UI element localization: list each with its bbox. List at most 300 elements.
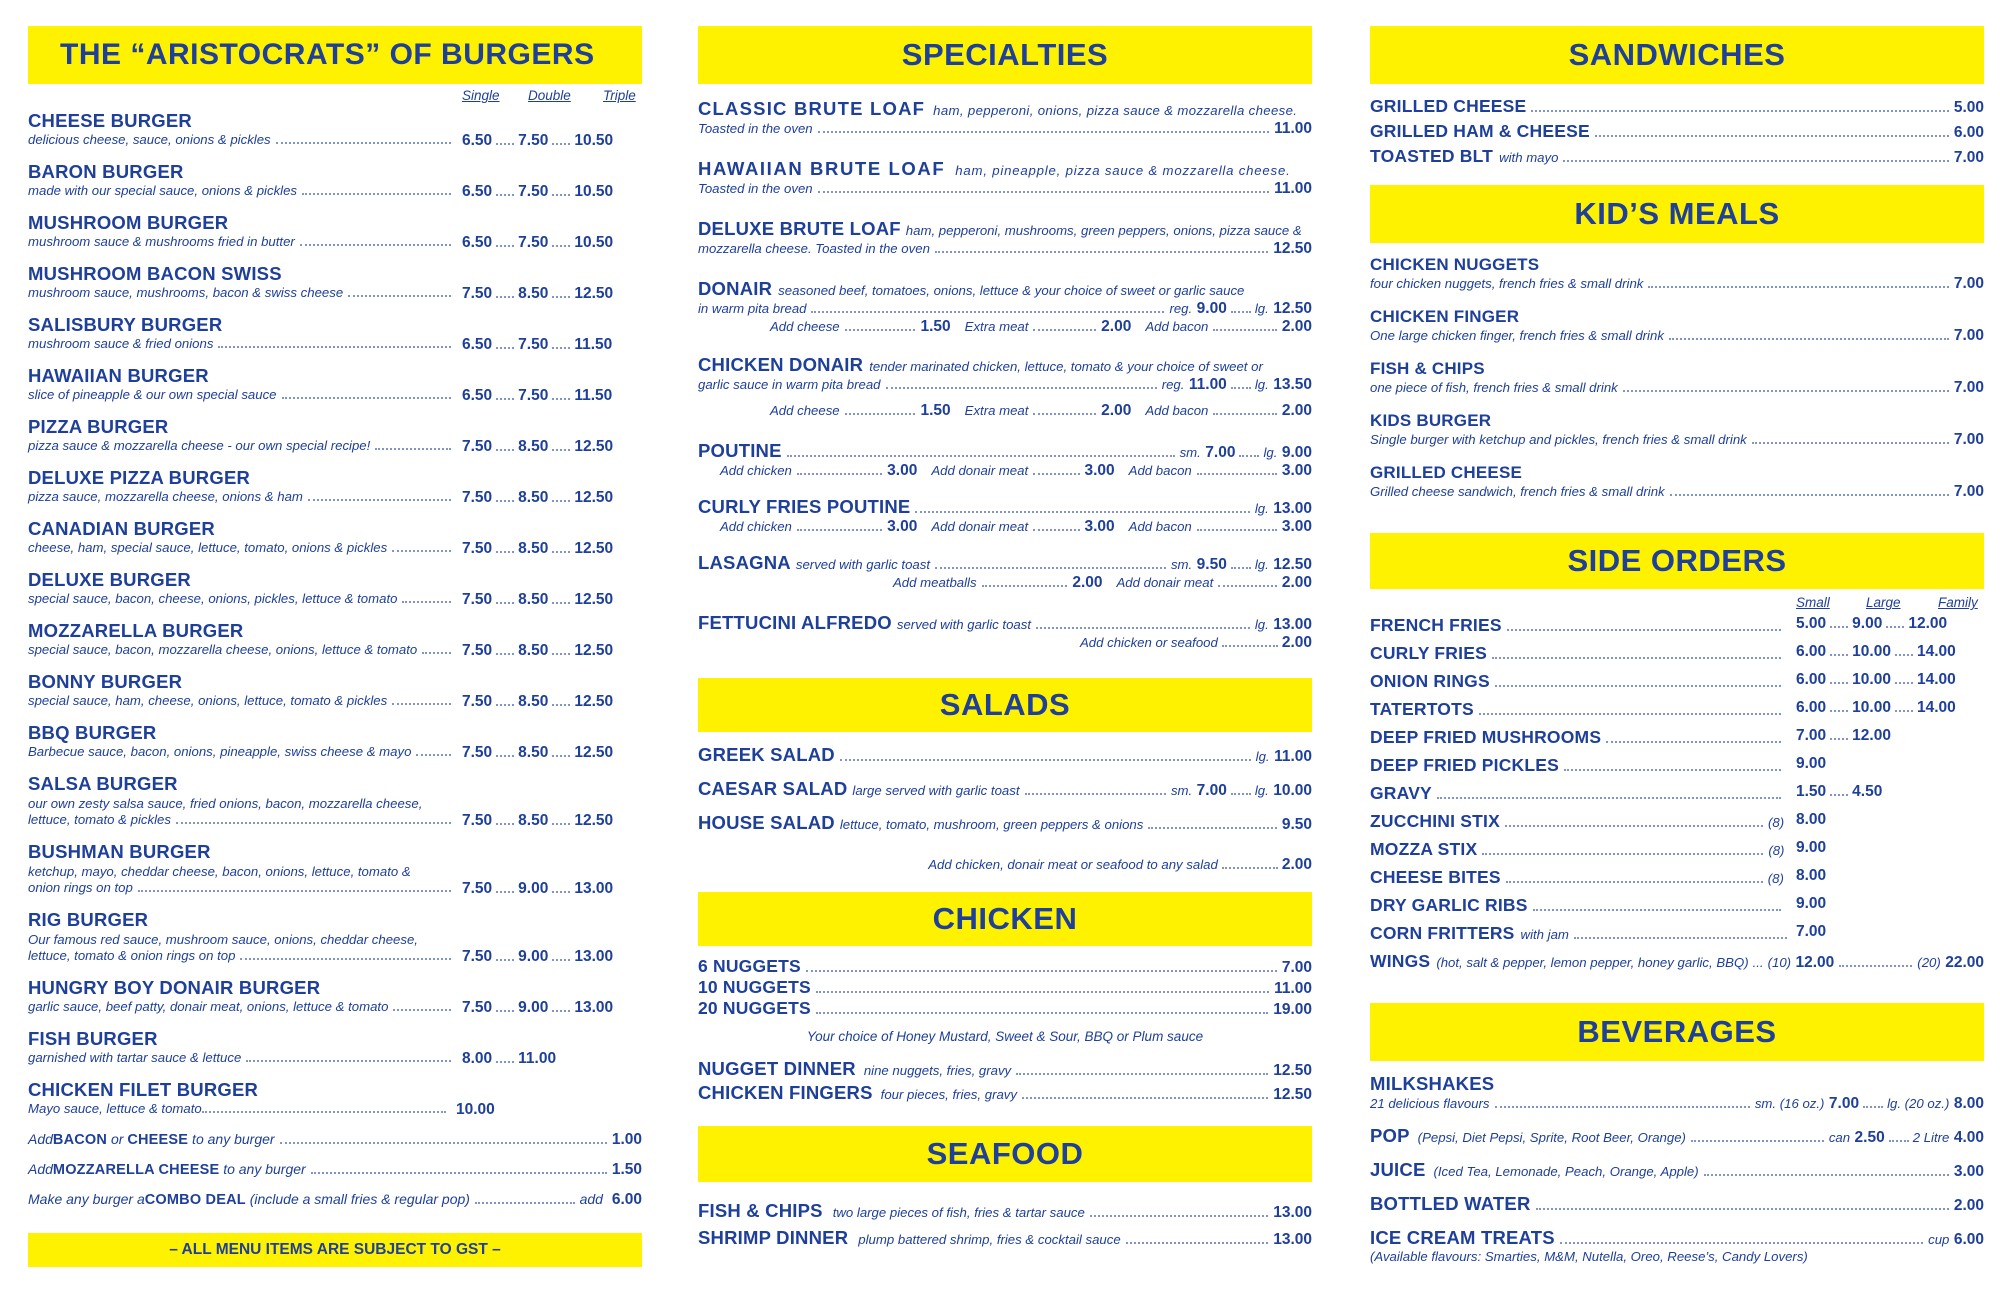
menu-item-sandwich (1370, 121, 1984, 146)
item-desc: pizza sauce & mozzarella cheese - our own special recipe! (28, 438, 371, 453)
item-desc: mushroom sauce & fried onions (28, 336, 214, 351)
reg-price: 9.00 (1196, 300, 1227, 317)
item-desc: Grilled cheese sandwich, french fries & small drink (1370, 484, 1665, 499)
item-count: (8) (1767, 815, 1785, 830)
menu-item-juice (1370, 1159, 1984, 1181)
item-desc: (hot, salt & pepper, lemon pepper, honey garlic, BBQ) (1436, 955, 1749, 970)
burgers-header: THE “ARISTOCRATS” OF BURGERS (28, 26, 642, 84)
item-desc: seasoned beef, tomatoes, onions, lettuce & your choice of sweet or garlic sauce (778, 283, 1245, 298)
addon-label: Add cheese (769, 403, 840, 418)
item-price: 13.00 (1273, 1231, 1312, 1248)
item-name: POP (1370, 1125, 1410, 1146)
price-single: 7.50 (462, 812, 493, 829)
item-name: 6 NUGGETS (698, 956, 801, 976)
price-small: 5.00 (1796, 615, 1827, 632)
price-triple: 12.50 (574, 438, 614, 455)
price-triple: 12.50 (574, 489, 614, 506)
price-double: 8.50 (518, 812, 549, 829)
sm-price: 7.00 (1828, 1095, 1860, 1112)
addon-text: to any burger (188, 1131, 275, 1147)
sm-label: sm. (16 oz.) (1754, 1096, 1825, 1111)
price-double: 9.00 (518, 948, 549, 965)
sides-header: SIDE ORDERS (1370, 533, 1984, 589)
addon-bold-2: CHEESE (127, 1132, 189, 1148)
price-single: 8.00 (462, 1050, 493, 1067)
addon-price: 1.50 (920, 402, 951, 419)
chicken-header: CHICKEN (698, 892, 1312, 946)
price-double: 8.50 (518, 438, 549, 455)
item-name: DELUXE BRUTE LOAF (698, 218, 901, 239)
menu-item-nuggets (698, 998, 1312, 1019)
lg-price: 9.00 (1281, 444, 1312, 461)
menu-item-pop (1370, 1125, 1984, 1147)
item-name: MOZZA STIX (1370, 839, 1478, 859)
item-name: BOTTLED WATER (1370, 1193, 1531, 1214)
menu-item-burger (28, 263, 642, 314)
addon-price: 2.00 (1072, 574, 1103, 591)
price-double: 9.00 (518, 999, 549, 1016)
menu-item-burger (28, 977, 642, 1028)
addon-price: 1.50 (611, 1161, 642, 1178)
sandwich-list (1370, 96, 1984, 171)
addon-text: (include a small fries & regular pop) (245, 1191, 470, 1207)
item-price: 9.50 (1281, 816, 1312, 833)
burger-addon (28, 1161, 642, 1191)
addon-price: 2.00 (1101, 402, 1132, 419)
item-name: FISH & CHIPS (1370, 359, 1485, 378)
price-triple: 12.50 (574, 591, 614, 608)
item-name: RIG BURGER (28, 909, 149, 930)
item-count: (8) (1768, 843, 1785, 858)
item-name: GREEK SALAD (698, 744, 835, 765)
sides-list (1370, 615, 1984, 951)
item-name: FETTUCINI ALFREDO (698, 612, 892, 633)
item-desc: four chicken nuggets, french fries & small drink (1370, 276, 1644, 291)
item-name: FRENCH FRIES (1370, 615, 1502, 635)
addon-price: 3.00 (1084, 462, 1115, 479)
lg-label: lg. (1254, 301, 1269, 316)
item-name: CURLY FRIES (1370, 643, 1487, 663)
item-name: 20 NUGGETS (698, 998, 811, 1018)
menu-item-side (1370, 923, 1984, 951)
item-price: 3.00 (1953, 1163, 1984, 1180)
menu-item-burger (28, 909, 642, 977)
item-name: TOASTED BLT (1370, 146, 1494, 166)
addon-text: Make any burger a (28, 1191, 145, 1207)
item-name: DELUXE PIZZA BURGER (28, 467, 251, 488)
price-double: 8.50 (518, 489, 549, 506)
burger-list (28, 110, 642, 1130)
price-triple: 13.00 (574, 880, 614, 897)
menu-item-hawaiian-brute-loaf (698, 158, 1312, 198)
can-label: can (1828, 1130, 1851, 1145)
lg-price: 13.00 (1273, 616, 1312, 633)
item-desc-2: Toasted in the oven (698, 121, 813, 136)
menu-item-side (1370, 811, 1984, 839)
item-desc: One large chicken finger, french fries & small drink (1370, 328, 1664, 343)
item-desc: large served with garlic toast (852, 783, 1020, 798)
price-family: 14.00 (1916, 643, 1956, 660)
menu-item-milkshakes (1370, 1073, 1984, 1113)
item-name: ONION RINGS (1370, 671, 1490, 691)
menu-item-bottled-water (1370, 1193, 1984, 1215)
item-desc: mushroom sauce & mushrooms fried in butter (28, 234, 295, 249)
price-single: 10.00 (456, 1101, 495, 1118)
menu-item-greek-salad (698, 744, 1312, 766)
menu-item-sandwich (1370, 96, 1984, 121)
item-price: 7.00 (1281, 959, 1312, 976)
price-triple: 10.50 (574, 183, 614, 200)
item-desc: Mayo sauce, lettuce & tomato (28, 1101, 202, 1116)
price-large: 10.00 (1852, 671, 1891, 688)
sm-label: sm. (1179, 445, 1201, 460)
sandwiches-header: SANDWICHES (1370, 26, 1984, 84)
menu-item-poutine (698, 440, 1312, 480)
chicken-donair-addons (698, 402, 1312, 420)
size-family-label: Family (1938, 595, 1978, 610)
price-double: 9.00 (518, 880, 549, 897)
can-price: 2.50 (1854, 1129, 1885, 1146)
item-name: 10 NUGGETS (698, 977, 811, 997)
item-desc: nine nuggets, fries, gravy (863, 1063, 1012, 1078)
lg-label: lg. (1254, 377, 1269, 392)
lg-price: 12.50 (1273, 556, 1312, 573)
item-desc: special sauce, bacon, mozzarella cheese, onions, lettuce & tomato (28, 642, 418, 657)
item-name: CORN FRITTERS (1370, 923, 1515, 943)
burgers-section (28, 26, 642, 1208)
item-price: 11.00 (1274, 980, 1312, 997)
item-desc: ham, pepperoni, mushrooms, green peppers, onions, pizza sauce & (905, 223, 1302, 238)
item-desc: Our famous red sauce, mushroom sauce, onions, cheddar cheese, (28, 932, 418, 947)
price-triple: 10.50 (574, 132, 614, 149)
price-double: 8.50 (518, 285, 549, 302)
item-desc: tender marinated chicken, lettuce, tomato & your choice of sweet or (869, 359, 1263, 374)
addon-label: Add chicken (720, 519, 792, 534)
addon-bold: BACON (52, 1132, 108, 1148)
price-triple: 13.00 (574, 948, 614, 965)
menu-item-burger (28, 212, 642, 263)
price-double: 7.50 (518, 387, 549, 404)
addon-price: 3.00 (887, 518, 918, 535)
price-small: 6.00 (1796, 671, 1827, 688)
lasagna-addons (698, 574, 1312, 592)
menu-item-side (1370, 671, 1984, 699)
price-large: 10.00 (1852, 699, 1891, 716)
item-desc: special sauce, ham, cheese, onions, lettuce, tomato & pickles (28, 693, 388, 708)
item-desc: ham, pineapple, pizza sauce & mozzarella cheese. (955, 163, 1291, 178)
count-20: (20) (1917, 955, 1941, 970)
addon-price: 2.00 (1281, 856, 1312, 873)
item-desc-2: garlic sauce in warm pita bread (698, 377, 881, 392)
item-price: 13.00 (1273, 1204, 1312, 1221)
item-name: CHICKEN NUGGETS (1370, 255, 1540, 274)
price-triple: 12.50 (574, 642, 614, 659)
item-price: 6.00 (1953, 1231, 1984, 1248)
price-small: 1.50 (1796, 783, 1827, 800)
item-name: FISH & CHIPS (698, 1200, 823, 1221)
item-name: GRAVY (1370, 783, 1432, 803)
menu-item-classic-brute-loaf (698, 98, 1312, 138)
lg-label: lg. (1254, 617, 1269, 632)
item-name: NUGGET DINNER (698, 1058, 856, 1079)
cup-label: cup (1928, 1232, 1950, 1247)
menu-item-nuggets (698, 956, 1312, 977)
size-single-label: Single (462, 88, 500, 103)
item-desc-2: mozzarella cheese. Toasted in the oven (698, 241, 930, 256)
item-desc: delicious cheese, sauce, onions & pickles (28, 132, 271, 147)
menu-item-house-salad (698, 812, 1312, 834)
item-desc: lettuce, tomato, mushroom, green peppers & onions (839, 817, 1144, 832)
addon-label: Add bacon (1145, 319, 1209, 334)
sm-price: 7.00 (1205, 444, 1236, 461)
price-single: 7.50 (462, 642, 493, 659)
item-name: CAESAR SALAD (698, 778, 848, 799)
middle-column (698, 26, 1312, 1254)
item-price: 12.50 (1273, 240, 1312, 257)
menu-item-ice-cream-treats (1370, 1227, 1984, 1264)
menu-item-kids (1370, 463, 1984, 515)
item-name: BUSHMAN BURGER (28, 841, 211, 862)
addon-price: 3.00 (1281, 462, 1312, 479)
item-name: PIZZA BURGER (28, 416, 169, 437)
size-triple-label: Triple (603, 88, 636, 103)
price-triple: 12.50 (574, 693, 614, 710)
price-triple: 11.50 (574, 336, 613, 353)
menu-item-deluxe-brute-loaf (698, 218, 1312, 258)
price-small: 9.00 (1796, 895, 1827, 912)
item-price: 7.00 (1953, 149, 1984, 166)
sm-label: sm. (1170, 783, 1193, 798)
menu-item-fettucini-alfredo (698, 612, 1312, 652)
item-name: JUICE (1370, 1159, 1426, 1180)
item-desc: one piece of fish, french fries & small drink (1370, 380, 1618, 395)
item-price: 7.00 (1953, 327, 1984, 344)
menu-item-side (1370, 783, 1984, 811)
item-count: (8) (1767, 871, 1784, 886)
lg-price: 13.50 (1273, 376, 1312, 393)
item-price: 7.00 (1953, 379, 1984, 396)
item-name: CHEESE BURGER (28, 110, 192, 131)
lg-price: 10.00 (1273, 782, 1312, 799)
item-name: POUTINE (698, 440, 782, 461)
item-desc: with jam (1520, 927, 1569, 942)
menu-item-kids (1370, 307, 1984, 359)
item-name: CHEESE BITES (1370, 867, 1501, 887)
addon-label: Add meatballs (893, 575, 977, 590)
price-double: 7.50 (518, 183, 549, 200)
menu-item-sandwich (1370, 146, 1984, 171)
item-name: SALISBURY BURGER (28, 314, 223, 335)
item-price: 7.00 (1953, 431, 1984, 448)
price-single: 7.50 (462, 880, 493, 897)
price-family: 14.00 (1916, 699, 1956, 716)
item-price: 11.00 (1274, 120, 1312, 137)
price-small: 9.00 (1796, 839, 1827, 856)
price-single: 7.50 (462, 438, 493, 455)
item-desc: our own zesty salsa sauce, fried onions, bacon, mozzarella cheese, (28, 796, 423, 811)
price-single: 6.50 (462, 234, 493, 251)
item-desc-2: lettuce, tomato & pickles (28, 812, 171, 827)
price-small: 7.00 (1796, 727, 1827, 744)
ice-cream-flavours: (Available flavours: Smarties, M&M, Nutella, Oreo, Reese’s, Candy Lovers) (1370, 1249, 1808, 1264)
price-single: 6.50 (462, 132, 493, 149)
item-name: MUSHROOM BACON SWISS (28, 263, 282, 284)
item-desc-2: onion rings on top (28, 880, 133, 895)
item-price: 12.50 (1273, 1086, 1312, 1103)
price-single: 7.50 (462, 540, 493, 557)
item-desc: Barbecue sauce, bacon, onions, pineapple, swiss cheese & mayo (28, 744, 412, 759)
count-10: (10) (1767, 955, 1792, 970)
price-double: 8.50 (518, 540, 549, 557)
addon-price: 1.50 (920, 318, 951, 335)
price-small: 9.00 (1796, 755, 1827, 772)
lg-label: lg. (1254, 501, 1269, 516)
lg-label: lg. (20 oz.) (1887, 1096, 1950, 1111)
menu-item-side (1370, 755, 1984, 783)
price-double: 8.50 (518, 591, 549, 608)
item-desc: served with garlic toast (896, 617, 1032, 632)
price-triple: 12.50 (574, 812, 614, 829)
lg-price: 12.50 (1273, 300, 1312, 317)
item-desc: made with our special sauce, onions & pickles (28, 183, 298, 198)
size-large-label: Large (1866, 595, 1901, 610)
item-desc: special sauce, bacon, cheese, onions, pickles, lettuce & tomato (28, 591, 398, 606)
addon-price: 3.00 (887, 462, 918, 479)
item-name: GRILLED CHEESE (1370, 463, 1523, 482)
lg-label: lg. (1254, 557, 1269, 572)
menu-item-burger (28, 722, 642, 773)
litre-label: 2 Litre (1912, 1130, 1950, 1145)
price-triple: 11.50 (574, 387, 613, 404)
item-desc: ham, pepperoni, onions, pizza sauce & mozzarella cheese. (933, 103, 1298, 118)
gst-notice: – ALL MENU ITEMS ARE SUBJECT TO GST – (28, 1233, 642, 1267)
addon-label: Extra meat (964, 319, 1029, 334)
size-small-label: Small (1796, 595, 1830, 610)
item-desc-2: in warm pita bread (698, 301, 807, 316)
menu-item-chicken-donair (698, 354, 1312, 420)
item-name: DEEP FRIED MUSHROOMS (1370, 727, 1602, 747)
menu-item-burger (28, 416, 642, 467)
item-desc: (Pepsi, Diet Pepsi, Sprite, Root Beer, Orange) (1417, 1130, 1686, 1145)
menu-item-burger (28, 773, 642, 841)
item-price: 5.00 (1953, 99, 1984, 116)
menu-item-burger (28, 671, 642, 722)
addon-label: Add bacon (1128, 463, 1192, 478)
addon-price: 1.00 (611, 1131, 642, 1148)
item-price: 7.00 (1953, 275, 1984, 292)
item-price: 6.00 (1953, 124, 1984, 141)
price-single: 6.50 (462, 336, 493, 353)
price-double: 8.50 (518, 642, 549, 659)
lg-price: 8.00 (1953, 1095, 1984, 1112)
burger-addon (28, 1131, 642, 1161)
menu-item-burger (28, 569, 642, 620)
menu-item-burger (28, 467, 642, 518)
item-name: SALSA BURGER (28, 773, 178, 794)
price-single: 7.50 (462, 999, 493, 1016)
item-price: 12.50 (1273, 1062, 1312, 1079)
addon-price-prefix: add (579, 1191, 603, 1207)
price-large: 10.00 (1852, 643, 1891, 660)
size-double-label: Double (528, 88, 571, 103)
lg-label: lg. (1254, 783, 1269, 798)
price-double: 7.50 (518, 336, 549, 353)
salads-header: SALADS (698, 678, 1312, 732)
item-desc: garlic sauce, beef patty, donair meat, onions, lettuce & tomato (28, 999, 389, 1014)
item-desc: two large pieces of fish, fries & tartar sauce (832, 1205, 1085, 1220)
burger-addon (28, 1191, 642, 1221)
addon-label: Add cheese (769, 319, 840, 334)
price-double: 11.00 (518, 1050, 557, 1067)
menu-item-donair (698, 278, 1312, 336)
addon-label: Add donair meat (931, 463, 1029, 478)
addon-text: Add (28, 1131, 53, 1147)
item-name: KIDS BURGER (1370, 411, 1492, 430)
menu-item-side (1370, 643, 1984, 671)
addon-price: 6.00 (611, 1191, 642, 1208)
item-name: MUSHROOM BURGER (28, 212, 229, 233)
menu-item-side (1370, 699, 1984, 727)
menu-item-burger (28, 841, 642, 909)
kids-header: KID’S MEALS (1370, 185, 1984, 243)
item-name: HAWAIIAN BURGER (28, 365, 209, 386)
item-name: LASAGNA (698, 552, 791, 573)
price-family: 12.00 (1908, 615, 1948, 632)
item-desc: (Iced Tea, Lemonade, Peach, Orange, Apple) (1433, 1164, 1699, 1179)
item-desc: cheese, ham, special sauce, lettuce, tomato, onions & pickles (28, 540, 388, 555)
item-name: CHICKEN DONAIR (698, 354, 864, 375)
price-family: 14.00 (1916, 671, 1956, 688)
item-name: BBQ BURGER (28, 722, 157, 743)
lg-label: lg. (1255, 749, 1270, 764)
item-name: HAWAIIAN BRUTE LOAF (698, 158, 946, 179)
lg-label: lg. (1263, 445, 1278, 460)
menu-item-nugget-dinner (698, 1058, 1312, 1080)
menu-item-burger (28, 620, 642, 671)
menu-item-lasagna (698, 552, 1312, 592)
item-desc: Single burger with ketchup and pickles, french fries & small drink (1370, 432, 1747, 447)
menu-item-burger (28, 161, 642, 212)
reg-label: reg. (1169, 301, 1193, 316)
menu-item-burger (28, 1028, 642, 1079)
menu-item-side (1370, 727, 1984, 755)
price-large: 12.00 (1852, 727, 1891, 744)
menu-item-burger (28, 518, 642, 569)
item-name: DONAIR (698, 278, 773, 299)
price-small: 8.00 (1796, 867, 1827, 884)
addon-text: or (107, 1131, 128, 1147)
sm-price: 7.00 (1196, 782, 1227, 799)
menu-item-nuggets (698, 977, 1312, 998)
price-10: 12.00 (1795, 954, 1835, 971)
addon-price: 2.00 (1281, 402, 1312, 419)
addon-price: 2.00 (1281, 634, 1312, 651)
item-desc: mushroom sauce, mushrooms, bacon & swiss cheese (28, 285, 344, 300)
menu-item-kids (1370, 255, 1984, 307)
menu-item-kids (1370, 411, 1984, 463)
item-desc: served with garlic toast (795, 557, 931, 572)
addon-label: Add bacon (1145, 403, 1209, 418)
sm-label: sm. (1170, 557, 1193, 572)
menu-item-side (1370, 839, 1984, 867)
addon-label: Add chicken or seafood (1080, 635, 1218, 650)
litre-price: 4.00 (1953, 1129, 1984, 1146)
addon-label: Add chicken, donair meat or seafood to any salad (928, 857, 1218, 872)
kids-list (1370, 255, 1984, 515)
item-desc-2: Toasted in the oven (698, 181, 813, 196)
lg-price: 13.00 (1273, 500, 1312, 517)
price-single: 7.50 (462, 693, 493, 710)
